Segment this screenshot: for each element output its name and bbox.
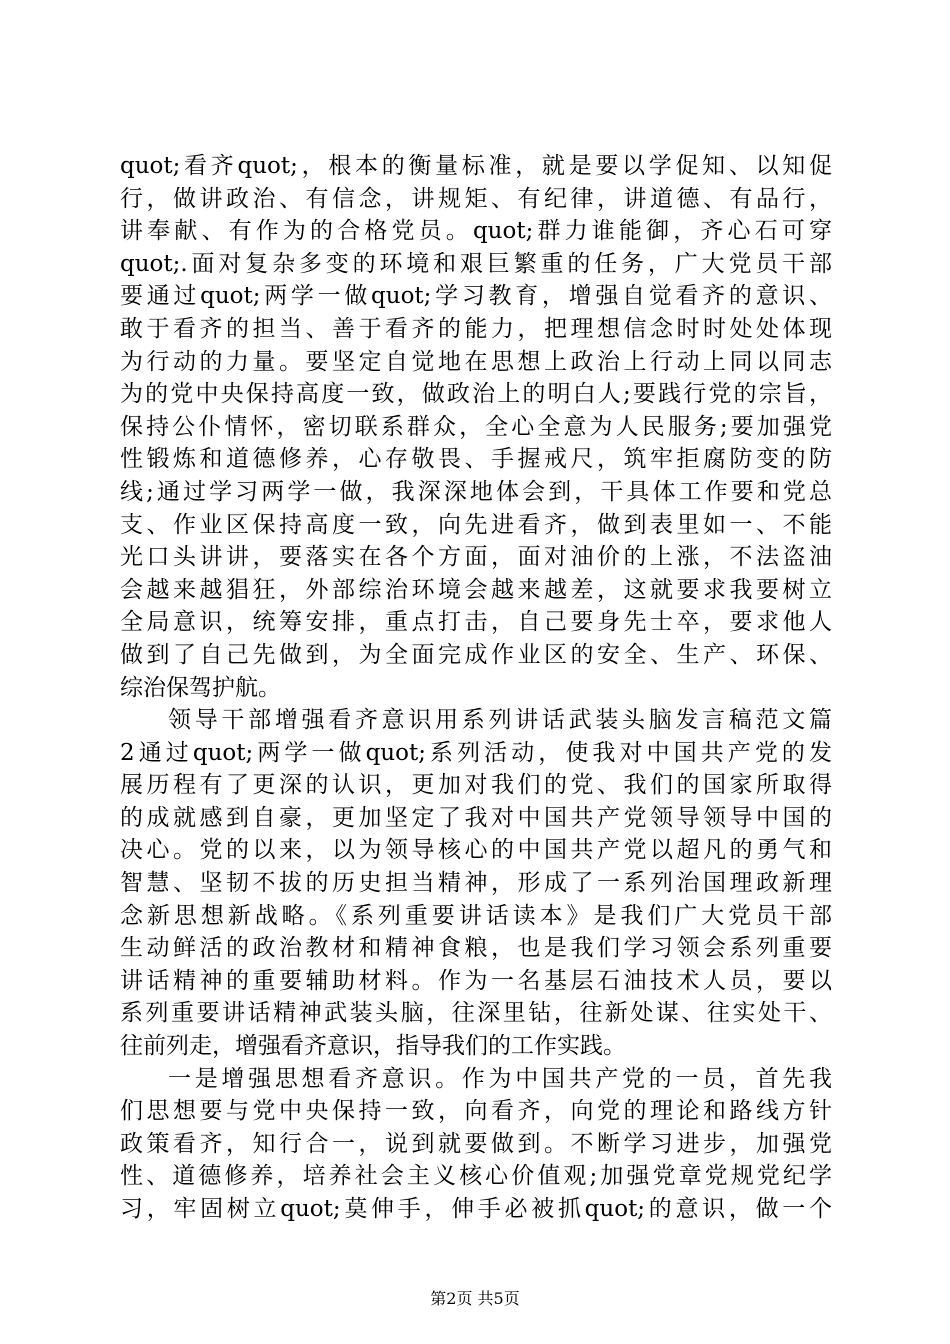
text-line: 生动鲜活的政治教材和精神食粮，也是我们学习领会系列重要 xyxy=(120,935,832,962)
text-line: 讲奉献、有作为的合格党员。quot;群力谁能御，齐心石可穿 xyxy=(120,218,832,245)
text-line: quot;.面对复杂多变的环境和艰巨繁重的任务，广大党员干部 xyxy=(120,250,832,277)
text-line: 系列重要讲话精神武装头脑，往深里钻，往新处谋、往实处干、 xyxy=(120,1000,832,1027)
text-line: 性、道德修养，培养社会主义核心价值观;加强党章党规党纪学 xyxy=(120,1163,832,1190)
text-line: quot;看齐quot;，根本的衡量标准，就是要以学促知、以知促 xyxy=(120,153,832,179)
text-line: 念新思想新战略。《系列重要讲话读本》是我们广大党员干部 xyxy=(120,902,832,929)
text-line: 支、作业区保持高度一致，向先进看齐，做到表里如一、不能 xyxy=(120,511,832,538)
page-number: 第2页 共5页 xyxy=(430,1289,520,1308)
paragraph-first-line: 一是增强思想看齐意识。作为中国共产党的一员，首先我 xyxy=(168,1065,832,1092)
text-line: 线;通过学习两学一做，我深深地体会到，干具体工作要和党总 xyxy=(120,478,832,505)
paragraph-first-line: 领导干部增强看齐意识用系列讲话武装头脑发言稿范文篇 xyxy=(168,707,832,734)
text-line: 要通过quot;两学一做quot;学习教育，增强自觉看齐的意识、 xyxy=(120,283,832,310)
text-line: 敢于看齐的担当、善于看齐的能力，把理想信念时时处处体现 xyxy=(120,315,832,342)
text-line: 展历程有了更深的认识，更加对我们的党、我们的国家所取得 xyxy=(120,772,832,799)
text-line: 性锻炼和道德修养，心存敬畏、手握戒尺，筑牢拒腐防变的防 xyxy=(120,446,832,473)
text-line: 决心。党的以来，以为领导核心的中国共产党以超凡的勇气和 xyxy=(120,837,832,864)
text-line: 做到了自己先做到，为全面完成作业区的安全、生产、环保、 xyxy=(120,641,832,668)
text-line: 讲话精神的重要辅助材料。作为一名基层石油技术人员，要以 xyxy=(120,967,832,994)
text-line: 保持公仆情怀，密切联系群众，全心全意为人民服务;要加强党 xyxy=(120,413,832,440)
document-body xyxy=(120,150,832,1226)
text-line: 会越来越猖狂，外部综治环境会越来越差，这就要求我要树立 xyxy=(120,576,832,603)
page-footer xyxy=(0,1288,950,1310)
text-line: 习，牢固树立quot;莫伸手，伸手必被抓quot;的意识，做一个 xyxy=(120,1196,832,1222)
text-line: 智慧、坚韧不拔的历史担当精神，形成了一系列治国理政新理 xyxy=(120,870,832,897)
text-line: 往前列走，增强看齐意识，指导我们的工作实践。 xyxy=(120,1033,626,1060)
text-line: 光口头讲讲，要落实在各个方面，面对油价的上涨，不法盗油 xyxy=(120,544,832,571)
text-line: 的成就感到自豪，更加坚定了我对中国共产党领导领导中国的 xyxy=(120,804,832,831)
text-line: 综治保驾护航。 xyxy=(120,674,281,701)
text-line: 为的党中央保持高度一致，做政治上的明白人;要践行党的宗旨， xyxy=(120,381,832,408)
text-line: 行，做讲政治、有信念，讲规矩、有纪律，讲道德、有品行， xyxy=(120,185,832,212)
text-line: 全局意识，统筹安排，重点打击，自己要身先士卒，要求他人 xyxy=(120,609,832,636)
text-line: 们思想要与党中央保持一致，向看齐，向党的理论和路线方针 xyxy=(120,1098,832,1125)
text-line: 为行动的力量。要坚定自觉地在思想上政治上行动上同以同志 xyxy=(120,348,832,375)
text-line: 政策看齐，知行合一，说到就要做到。不断学习进步，加强党 xyxy=(120,1130,832,1157)
text-line: 2通过quot;两学一做quot;系列活动，使我对中国共产党的发 xyxy=(120,739,832,766)
